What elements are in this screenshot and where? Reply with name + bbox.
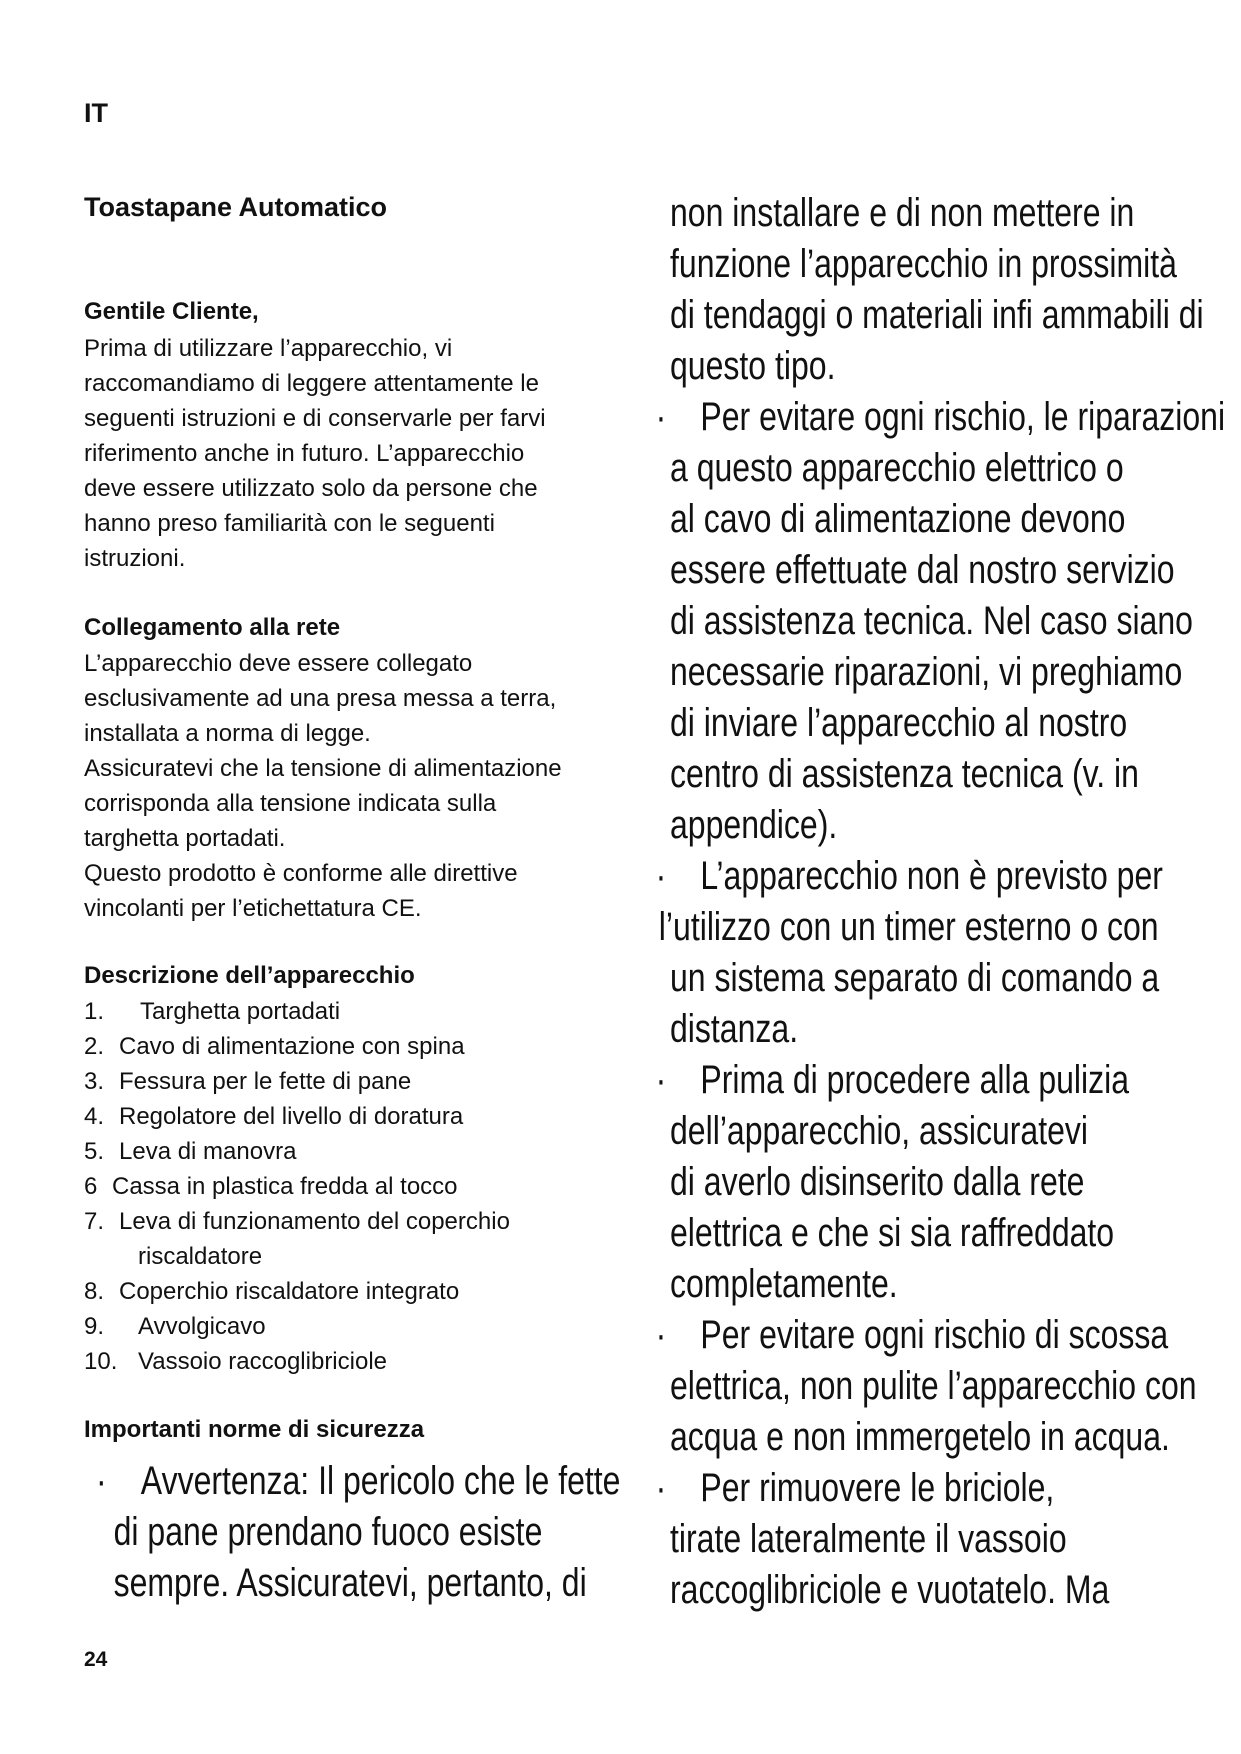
list-item (84, 1029, 510, 1064)
list-item (84, 1169, 510, 1204)
text-line: riferimento anche in futuro. L’apparecchio (84, 440, 525, 467)
text-line: Assicuratevi che la tensione di alimentazione (84, 755, 562, 782)
connection-paragraph (84, 646, 624, 926)
item-number: 6 (84, 1173, 98, 1200)
item-text: Vassoio raccoglibriciole (138, 1348, 387, 1375)
safety-right-column (655, 188, 1226, 1616)
text-line: un sistema separato di comando a (670, 956, 1160, 1000)
item-text: riscaldatore (138, 1243, 263, 1270)
page-number: 24 (84, 1648, 108, 1671)
page-title: Toastapane Automatico (84, 192, 388, 222)
text-line: Questo prodotto è conforme alle direttive (84, 860, 518, 887)
list-item (84, 994, 510, 1029)
item-number: 7. (84, 1208, 105, 1235)
text-line: al cavo di alimentazione devono (670, 497, 1126, 541)
text-line: esclusivamente ad una presa messa a terra, (84, 685, 557, 712)
list-item (84, 1204, 510, 1239)
text-line: installata a norma di legge. (84, 720, 371, 747)
item-number: 9. (84, 1313, 105, 1340)
list-item (84, 1309, 510, 1344)
item-number: 3. (84, 1068, 105, 1095)
text-line: di averlo disinserito dalla rete (670, 1160, 1085, 1204)
list-item (84, 1344, 510, 1379)
text-line: essere effettuate dal nostro servizio (670, 548, 1175, 592)
text-line: completamente. (670, 1262, 898, 1306)
item-number: 2. (84, 1033, 105, 1060)
item-number: 10. (84, 1348, 118, 1375)
text-line: L’apparecchio deve essere collegato (84, 650, 473, 677)
text-line: Prima di utilizzare l’apparecchio, vi (84, 335, 453, 362)
bullet-icon: · (655, 1313, 667, 1357)
parts-list (84, 994, 510, 1379)
text-line: centro di assistenza tecnica (v. in (670, 752, 1139, 796)
greeting-heading: Gentile Cliente, (84, 298, 259, 325)
list-item (84, 1134, 510, 1169)
item-number: 8. (84, 1278, 105, 1305)
item-text: Leva di funzionamento del coperchio (119, 1208, 510, 1235)
text-line: tirate lateralmente il vassoio (670, 1517, 1067, 1561)
bullet-icon: · (96, 1459, 107, 1503)
text-line: istruzioni. (84, 545, 186, 572)
item-text: Leva di manovra (119, 1138, 297, 1165)
item-number: 5. (84, 1138, 105, 1165)
text-line: · L’apparecchio non è previsto per (656, 851, 1225, 902)
item-text: Targhetta portadati (140, 998, 341, 1025)
text-line: distanza. (670, 1007, 799, 1051)
text-line: corrisponda alla tensione indicata sulla (84, 790, 497, 817)
greeting-paragraph (84, 331, 624, 576)
text-line: appendice). (670, 803, 838, 847)
list-item (84, 1274, 510, 1309)
text-line: a questo apparecchio elettrico o (670, 446, 1124, 490)
text-line: di pane prendano fuoco esiste (113, 1510, 543, 1554)
text-line: · Prima di procedere alla pulizia (656, 1055, 1225, 1106)
text-line: funzione l’apparecchio in prossimità (670, 242, 1177, 286)
text-line: vincolanti per l’etichettatura CE. (84, 895, 422, 922)
text-line: targhetta portadati. (84, 825, 286, 852)
text-line: hanno preso familiarità con le seguenti (84, 510, 495, 537)
text-line: elettrica e che si sia raffreddato (670, 1211, 1115, 1255)
text-line: · Avvertenza: Il pericolo che le fette (96, 1456, 620, 1507)
text-line: dell’apparecchio, assicuratevi (670, 1109, 1088, 1153)
item-text: Fessura per le fette di pane (119, 1068, 412, 1095)
bullet-icon: · (655, 395, 667, 439)
text-line: non installare e di non mettere in (670, 191, 1135, 235)
bullet-icon: · (655, 1466, 667, 1510)
text-line: elettrica, non pulite l’apparecchio con (670, 1364, 1197, 1408)
item-text: Avvolgicavo (138, 1313, 266, 1340)
text-line: sempre. Assicuratevi, pertanto, di (113, 1561, 587, 1605)
safety-left-column (96, 1456, 620, 1609)
item-text: Coperchio riscaldatore integrato (119, 1278, 460, 1305)
item-text: Cavo di alimentazione con spina (119, 1033, 465, 1060)
text-line: seguenti istruzioni e di conservarle per farvi (84, 405, 546, 432)
text-line: di tendaggi o materiali infi ammabili di (670, 293, 1204, 337)
item-text: Cassa in plastica fredda al tocco (112, 1173, 458, 1200)
text-line: acqua e non immergetelo in acqua. (670, 1415, 1170, 1459)
text-line: necessarie riparazioni, vi preghiamo (670, 650, 1183, 694)
text-line: raccomandiamo di leggere attentamente le (84, 370, 539, 397)
connection-heading: Collegamento alla rete (84, 614, 341, 641)
text-line: · Per evitare ogni rischio di scossa (656, 1310, 1225, 1361)
text-line: deve essere utilizzato solo da persone che (84, 475, 538, 502)
bullet-icon: · (655, 854, 667, 898)
language-code: IT (84, 98, 108, 128)
text-line: raccoglibriciole e vuotatelo. Ma (670, 1568, 1110, 1612)
description-heading: Descrizione dell’apparecchio (84, 962, 415, 989)
text-line: di inviare l’apparecchio al nostro (670, 701, 1128, 745)
item-number: 4. (84, 1103, 105, 1130)
list-item (84, 1239, 510, 1274)
text-line: · Per rimuovere le briciole, (656, 1463, 1225, 1514)
list-item (84, 1064, 510, 1099)
text-line: · Per evitare ogni rischio, le riparazioni (656, 392, 1225, 443)
bullet-icon: · (655, 1058, 667, 1102)
text-line: questo tipo. (670, 344, 836, 388)
safety-heading: Importanti norme di sicurezza (84, 1416, 425, 1443)
item-text: Regolatore del livello di doratura (119, 1103, 464, 1130)
text-line: di assistenza tecnica. Nel caso siano (670, 599, 1193, 643)
text-line: l’utilizzo con un timer esterno o con (658, 905, 1159, 949)
list-item (84, 1099, 510, 1134)
item-number: 1. (84, 998, 105, 1025)
